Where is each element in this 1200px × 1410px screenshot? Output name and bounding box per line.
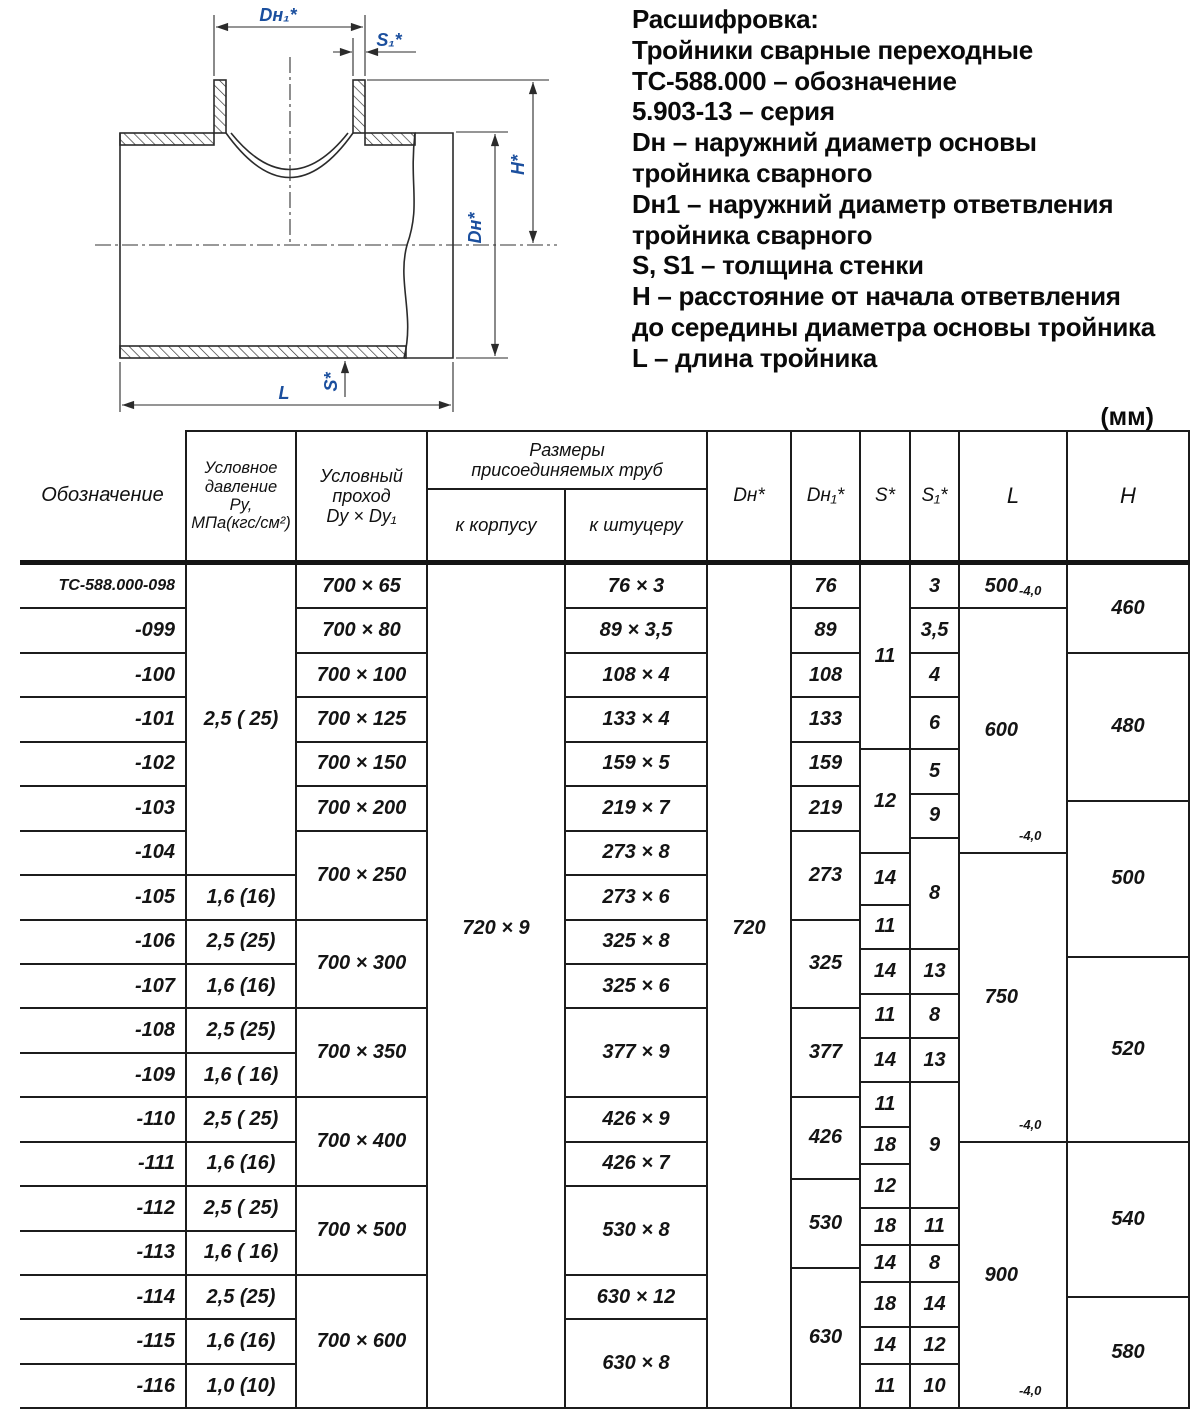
col-header-dn1-label: Dн₁*: [806, 485, 845, 507]
table-cell-pressure: 2,5 ( 25): [187, 1098, 297, 1142]
table-cell-s1: 10: [911, 1365, 960, 1409]
table-cell-pass: 700 × 250: [297, 832, 428, 921]
table-cell-branch: 530 × 8: [566, 1187, 708, 1276]
table-cell-branch: 426 × 9: [566, 1098, 708, 1142]
table-cell-pass: 700 × 300: [297, 921, 428, 1010]
s1-dim-label: S₁*: [376, 30, 402, 50]
s-dim-label: S*: [321, 372, 341, 392]
decode-line: Расшифровка:: [632, 4, 819, 34]
table-cell-s: 14: [861, 950, 911, 994]
dimensions-table: [20, 430, 1190, 1409]
decode-text: [632, 4, 1192, 374]
table-cell-s: 11: [861, 1083, 911, 1127]
table-cell-branch: 159 × 5: [566, 743, 708, 787]
col-header-pipe-sizes-line: Размеры: [529, 439, 605, 460]
col-header-pressure-line: давление: [204, 477, 278, 496]
table-cell-designation: -111: [20, 1143, 187, 1187]
decode-line: 5.903-13 – серия: [632, 96, 835, 127]
table-cell-s: 11: [861, 1365, 911, 1409]
table-cell-dn1: 377: [792, 1009, 861, 1098]
table-cell-pass: 700 × 80: [297, 609, 428, 653]
table-cell-s1: 4: [911, 654, 960, 698]
table-cell-designation: -109: [20, 1054, 187, 1098]
col-header-to-branch-label: к штуцеру: [589, 513, 683, 535]
table-cell-designation: -113: [20, 1232, 187, 1276]
table-cell-pressure: 2,5 ( 25): [187, 1187, 297, 1231]
table-cell-dn1: 273: [792, 832, 861, 921]
table-cell-s1: 6: [911, 698, 960, 750]
dn1-dim-label: Dн₁*: [259, 5, 297, 25]
table-cell-designation: -114: [20, 1276, 187, 1320]
table-cell-s1: 5: [911, 750, 960, 794]
table-cell-pass: 700 × 500: [297, 1187, 428, 1276]
dn-dim-label: Dн*: [465, 212, 485, 244]
table-cell-designation: -099: [20, 609, 187, 653]
table-cell-pressure: 1,0 (10): [187, 1365, 297, 1409]
table-cell-dn1: 89: [792, 609, 861, 653]
table-cell-dn1: 76: [792, 565, 861, 609]
table-cell-pressure: 1,6 (16): [187, 965, 297, 1009]
table-cell-s: 18: [861, 1128, 911, 1165]
col-header-s-label: S*: [874, 485, 896, 507]
tee-drawing: [0, 0, 620, 430]
col-header-pipe-sizes-group: [428, 430, 708, 490]
col-header-pass-line: Dу × Dу₁: [326, 506, 397, 527]
col-header-dn-label: Dн*: [733, 485, 765, 507]
table-cell-s1: 9: [911, 1083, 960, 1209]
table-cell-pressure: 2,5 (25): [187, 1276, 297, 1320]
table-cell-designation: -115: [20, 1320, 187, 1364]
table-cell-branch: 108 × 4: [566, 654, 708, 698]
table-cell-l: 600 -4,0: [960, 609, 1068, 853]
col-header-s1: [911, 430, 960, 560]
col-header-pipe-sizes-line: присоединяемых труб: [471, 460, 663, 480]
table-cell-branch: 133 × 4: [566, 698, 708, 742]
table-cell-s1: 14: [911, 1283, 960, 1327]
table-cell-dn1: 325: [792, 921, 861, 1010]
col-header-to-body: [428, 490, 566, 560]
col-header-pass-line: проход: [332, 485, 391, 506]
table-cell-pressure: 1,6 (16): [187, 1143, 297, 1187]
tee-walls: [120, 80, 415, 358]
col-header-pressure-line: МПа(кгс/см²): [191, 514, 291, 533]
table-cell-h: 460: [1068, 565, 1190, 654]
table-cell-s: 18: [861, 1209, 911, 1246]
table-cell-branch: 630 × 12: [566, 1276, 708, 1320]
col-header-s: [861, 430, 911, 560]
col-header-to-body-label: к корпусу: [455, 513, 537, 535]
table-cell-s1: 11: [911, 1209, 960, 1246]
decode-line: L – длина тройника: [632, 342, 877, 373]
table-cell-branch: 89 × 3,5: [566, 609, 708, 653]
table-cell-s: 11: [861, 565, 911, 750]
table-cell-pass: 700 × 150: [297, 743, 428, 787]
table-cell-s: 18: [861, 1283, 911, 1327]
table-cell-pass: 700 × 600: [297, 1276, 428, 1409]
table-cell-pressure: 1,6 (16): [187, 1320, 297, 1364]
table-cell-pressure: 1,6 (16): [187, 876, 297, 920]
col-header-to-branch: [566, 490, 708, 560]
table-cell-branch: 325 × 8: [566, 921, 708, 965]
table-cell-branch: 76 × 3: [566, 565, 708, 609]
table-cell-designation: -103: [20, 787, 187, 831]
table-cell-dn1: 219: [792, 787, 861, 831]
table-cell-branch: 426 × 7: [566, 1143, 708, 1187]
table-cell-dn1: 133: [792, 698, 861, 742]
table-cell-s: 14: [861, 1328, 911, 1365]
table-cell-dn1: 630: [792, 1269, 861, 1410]
table-cell-designation: -104: [20, 832, 187, 876]
table-cell-s: 12: [861, 750, 911, 854]
col-header-pressure: [187, 430, 297, 560]
table-body: [20, 565, 1190, 1409]
table-cell-pass: 700 × 125: [297, 698, 428, 742]
table-cell-h: 540: [1068, 1143, 1190, 1299]
table-cell-pass: 700 × 65: [297, 565, 428, 609]
col-header-pass: [297, 430, 428, 560]
table-cell-l: 500 -4,0: [960, 565, 1068, 609]
table-cell-designation: ТС-588.000-098: [20, 565, 187, 609]
table-cell-designation: -102: [20, 743, 187, 787]
table-cell-designation: -101: [20, 698, 187, 742]
table-cell-branch: 325 × 6: [566, 965, 708, 1009]
table-cell-pressure: 1,6 ( 16): [187, 1054, 297, 1098]
col-header-designation-label: Обозначение: [41, 483, 164, 506]
table-cell-designation: -112: [20, 1187, 187, 1231]
table-cell-designation: -105: [20, 876, 187, 920]
table-cell-s: 11: [861, 995, 911, 1039]
col-header-h: [1068, 430, 1190, 560]
table-cell-designation: -116: [20, 1365, 187, 1409]
table-cell-dn1: 530: [792, 1180, 861, 1269]
table-cell-designation: -100: [20, 654, 187, 698]
table-cell-body: 720 × 9: [428, 565, 566, 1409]
col-header-dn1: [792, 430, 861, 560]
units-label: (мм): [1100, 403, 1154, 431]
table-cell-h: 580: [1068, 1298, 1190, 1409]
table-cell-h: 520: [1068, 958, 1190, 1143]
decode-line: Н – расстояние от начала ответвления: [632, 281, 1121, 312]
table-cell-pass: 700 × 200: [297, 787, 428, 831]
table-cell-s: 12: [861, 1165, 911, 1209]
l-dim-label: L: [278, 383, 290, 403]
col-header-designation: [20, 430, 187, 560]
table-cell-branch: 219 × 7: [566, 787, 708, 831]
table-cell-s: 11: [861, 906, 911, 950]
decode-line: ТС-588.000 – обозначение: [632, 65, 957, 96]
col-header-h-label: H: [1120, 482, 1136, 508]
table-header: [20, 430, 1190, 565]
table-cell-pressure: 1,6 ( 16): [187, 1232, 297, 1276]
table-cell-s1: 12: [911, 1328, 960, 1365]
table-cell-dn: 720: [708, 565, 792, 1409]
decode-line: Тройники сварные переходные: [632, 34, 1033, 65]
table-cell-s: 14: [861, 1039, 911, 1083]
table-cell-branch: 273 × 8: [566, 832, 708, 876]
table-cell-dn1: 159: [792, 743, 861, 787]
table-cell-pass: 700 × 400: [297, 1098, 428, 1187]
col-header-dn: [708, 430, 792, 560]
table-cell-designation: -106: [20, 921, 187, 965]
col-header-l: [960, 430, 1068, 560]
table-cell-s1: 3,5: [911, 609, 960, 653]
decode-line: Dн1 – наружний диаметр ответвления: [632, 188, 1114, 219]
table-cell-pressure: 2,5 ( 25): [187, 565, 297, 876]
table-cell-branch: 273 × 6: [566, 876, 708, 920]
table-cell-designation: -108: [20, 1009, 187, 1053]
table-cell-h: 500: [1068, 802, 1190, 958]
decode-line: S, S1 – толщина стенки: [632, 250, 924, 281]
table-cell-s1: 3: [911, 565, 960, 609]
table-cell-s1: 8: [911, 1246, 960, 1283]
centerlines: [95, 57, 557, 245]
table-cell-designation: -107: [20, 965, 187, 1009]
col-header-pressure-line: Ру,: [229, 496, 253, 514]
decode-line: до середины диаметра основы тройника: [632, 311, 1155, 342]
table-cell-dn1: 426: [792, 1098, 861, 1179]
table-cell-s1: 13: [911, 1039, 960, 1083]
table-cell-pass: 700 × 350: [297, 1009, 428, 1098]
col-header-pressure-line: Условное: [204, 459, 278, 478]
table-cell-pressure: 2,5 (25): [187, 921, 297, 965]
decode-line: Dн – наружний диаметр основы: [632, 127, 1037, 158]
table-cell-s: 14: [861, 854, 911, 906]
h-dim-label: H*: [508, 154, 528, 176]
table-cell-s1: 13: [911, 950, 960, 994]
table-cell-s1: 8: [911, 839, 960, 950]
table-cell-designation: -110: [20, 1098, 187, 1142]
table-cell-pass: 700 × 100: [297, 654, 428, 698]
col-header-l-label: L: [1006, 482, 1020, 508]
table-cell-branch: 377 × 9: [566, 1009, 708, 1098]
table-cell-h: 480: [1068, 654, 1190, 802]
table-cell-dn1: 108: [792, 654, 861, 698]
table-cell-s: 14: [861, 1246, 911, 1283]
table-cell-pressure: 2,5 (25): [187, 1009, 297, 1053]
table-cell-branch: 630 × 8: [566, 1320, 708, 1409]
col-header-s1-label: S₁*: [921, 485, 948, 507]
table-cell-s1: 8: [911, 995, 960, 1039]
decode-line: тройника сварного: [632, 157, 873, 188]
decode-line: тройника сварного: [632, 219, 873, 250]
table-cell-l: 900 -4,0: [960, 1143, 1068, 1410]
table-cell-l: 750 -4,0: [960, 854, 1068, 1143]
table-cell-s1: 9: [911, 795, 960, 839]
col-header-pass-line: Условный: [320, 465, 403, 486]
